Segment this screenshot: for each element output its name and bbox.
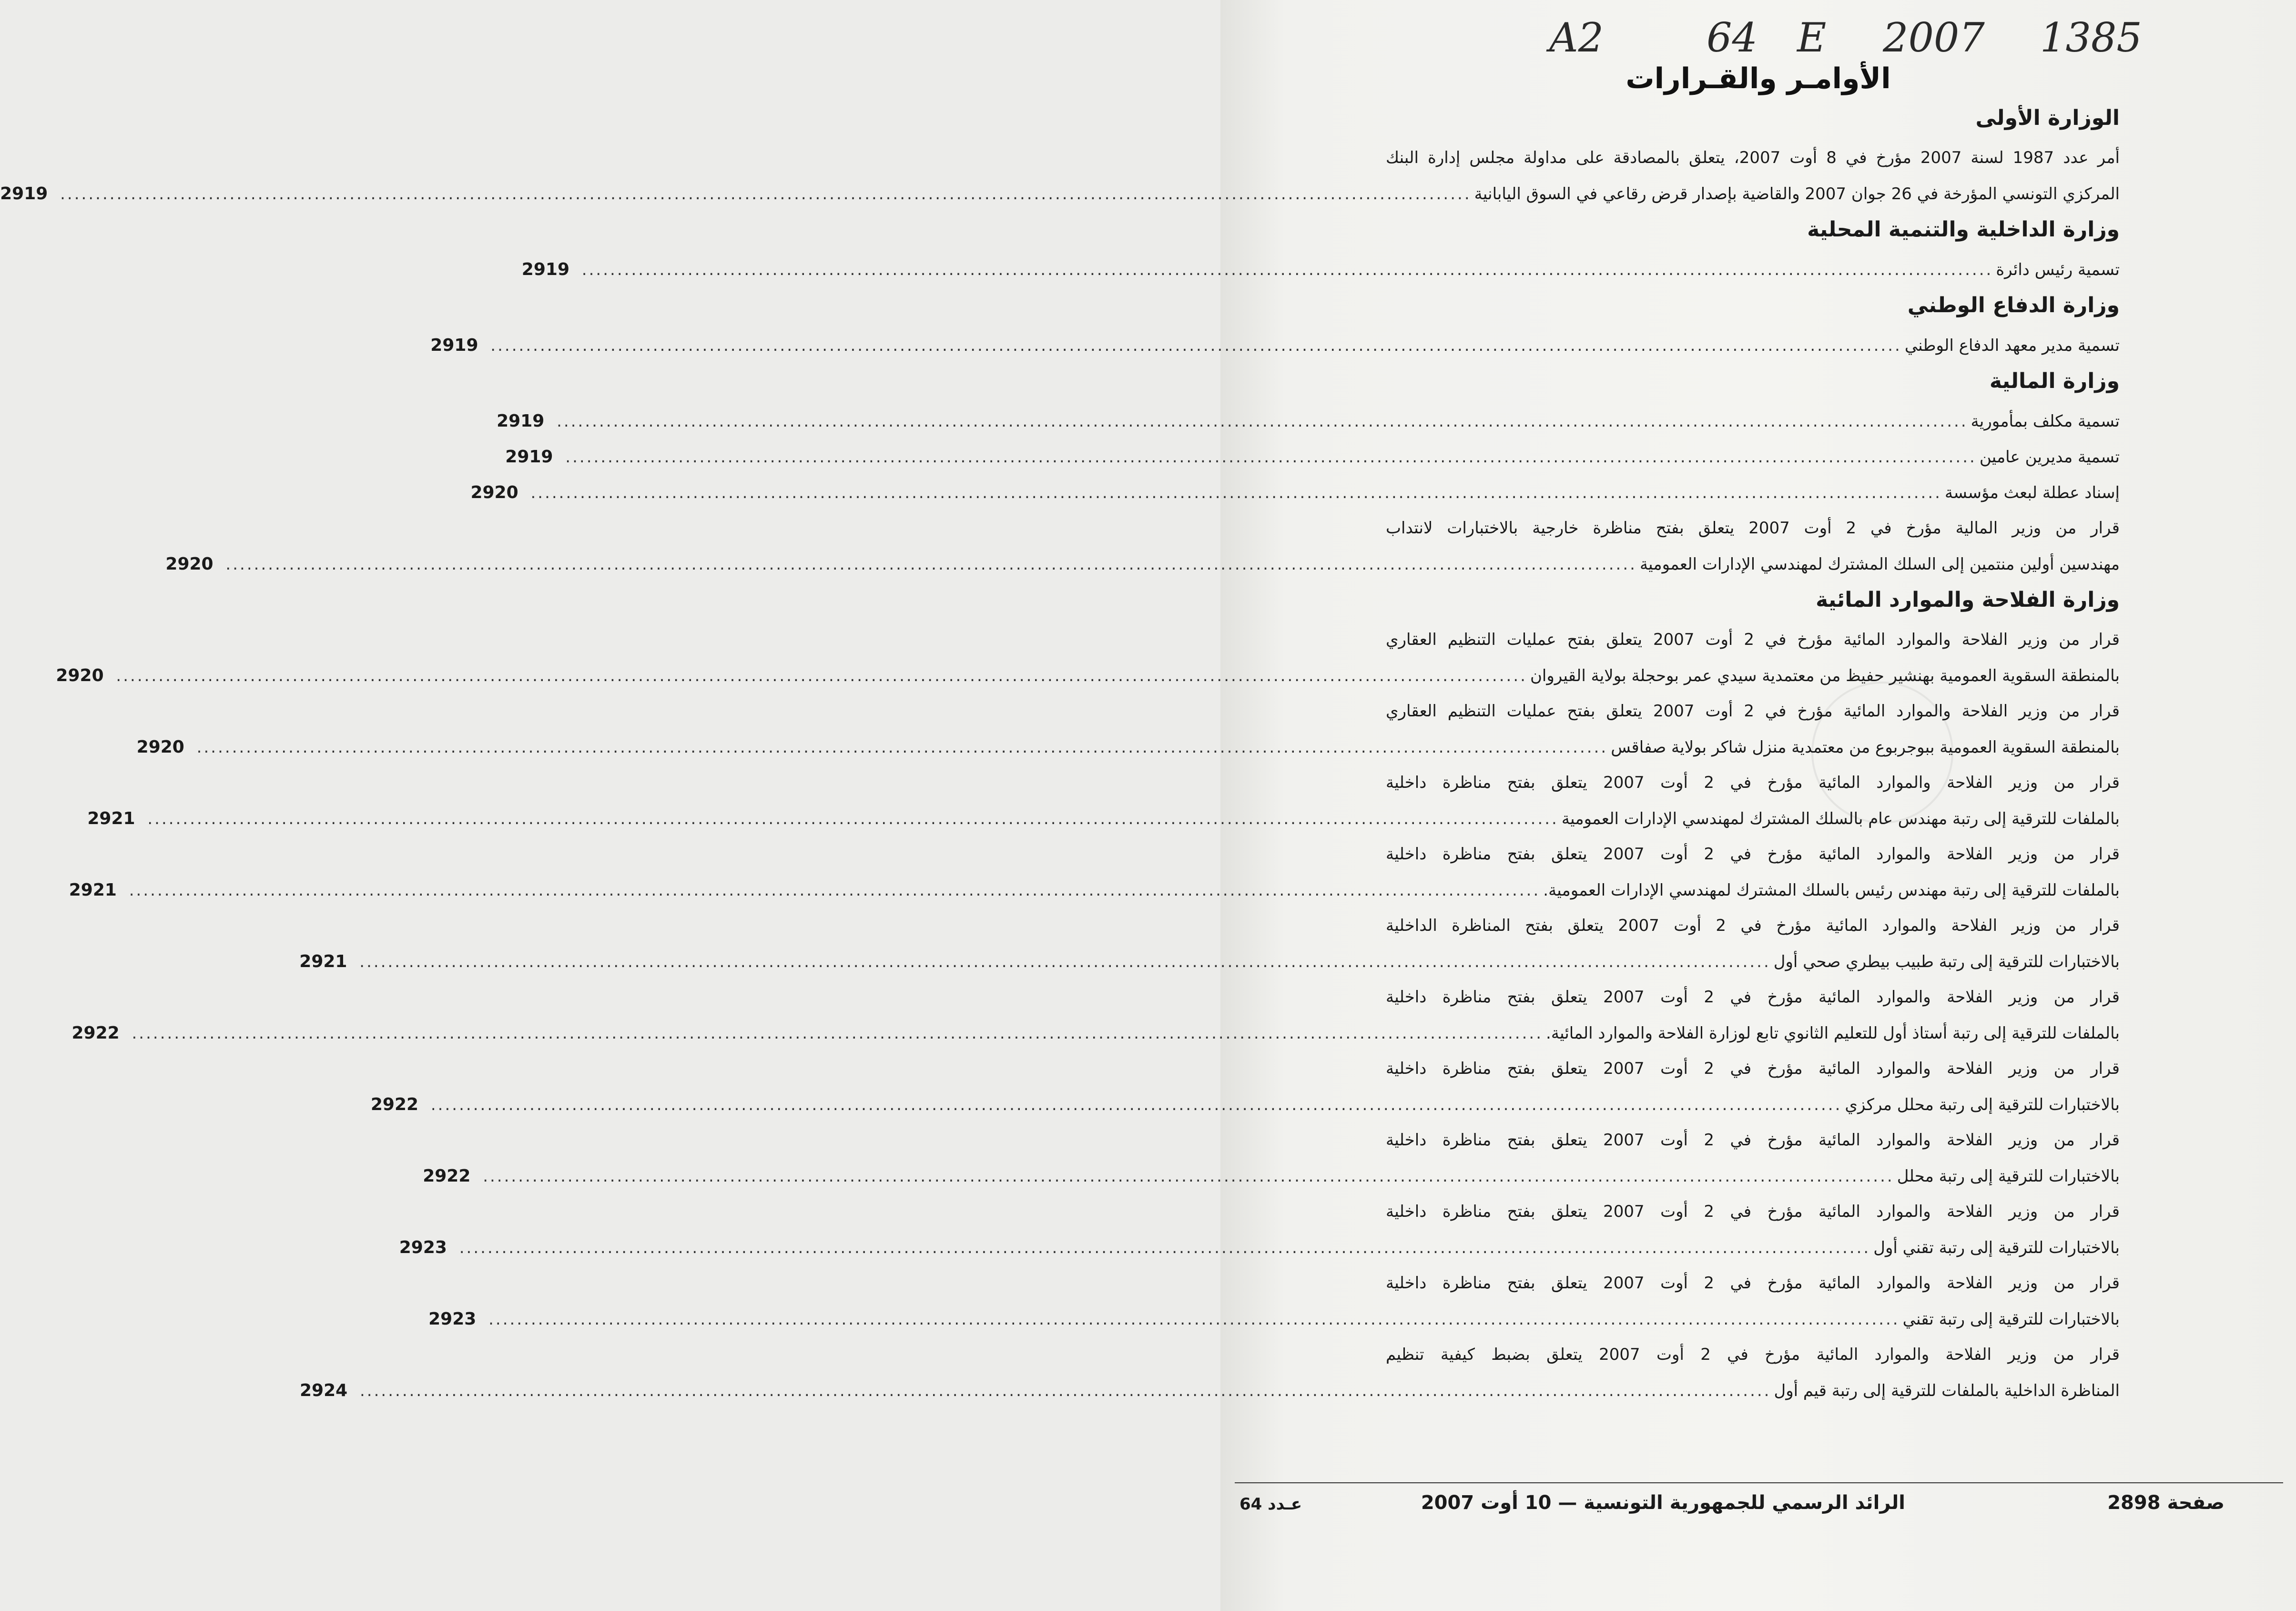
page-footer [1220,1492,2296,1530]
toc-entry [399,1194,2120,1265]
toc-entry-text: إسناد عطلة لبعث مؤسسة [1944,483,2120,502]
toc-entry-text: بالاختبارات للترقية إلى رتبة تقني [1902,1310,2120,1329]
footer-page-number: صفحة 2898 [2107,1492,2225,1514]
toc-entry [71,979,2120,1051]
toc-entry-text: بالملفات للترقية إلى رتبة مهندس رئيس بالسلك المشترك لمهندسي الإدارات العمومية. [1543,881,2120,900]
footer-issue: عـدد 64 [1239,1495,1302,1514]
toc-entry-text: قرار من وزير الفلاحة والموارد المائية مؤرخ في 2 أوت 2007 يتعلق بفتح مناظرة داخلية [1386,773,2120,792]
toc-entry [136,693,2120,765]
dot-leader: ........................................................................................................................................................................................................ [116,666,1527,685]
toc-entry-line [1386,510,2120,546]
toc-entry-line [1386,1337,2120,1373]
handwritten-year: 2007 [1883,14,1985,61]
toc-entry-line [1386,622,2120,658]
dot-leader: ........................................................................................................................................................................................................ [359,1381,1771,1400]
toc-entry [497,403,2120,439]
toc-entry [470,475,2120,510]
toc-page-number: 2921 [69,880,117,900]
toc-entry-text: تسمية رئيس دائرة [1996,260,2120,279]
handwritten-letter: E [1797,14,1827,61]
footer-divider [1235,1482,2283,1483]
toc-entry-text: قرار من وزير الفلاحة والموارد المائية مؤرخ في 2 أوت 2007 يتعلق بفتح مناظرة داخلية [1386,1059,2120,1078]
dot-leader: ........................................................................................................................................................................................................ [60,184,1472,204]
toc-entry-text: قرار من وزير الفلاحة والموارد المائية مؤرخ في 2 أوت 2007 يتعلق بفتح مناظرة داخلية [1386,845,2120,864]
dot-leader: ........................................................................................................................................................................................................ [459,1238,1871,1257]
toc-entry-text: تسمية مديرين عامين [1979,448,2120,467]
toc-page-number: 2919 [430,336,478,355]
toc-entry [370,1051,2120,1122]
dot-leader: ........................................................................................................................................................................................................ [359,952,1771,971]
handwritten-issue: 64 [1707,14,1758,61]
toc-entry [423,1122,2120,1194]
toc-page-number: 2919 [497,411,545,431]
toc-page-number: 2923 [428,1309,477,1329]
dot-leader: ........................................................................................................................................................................................................ [147,809,1559,828]
handwritten-code: A2 [1549,14,1604,61]
toc-page-number: 2919 [505,447,553,467]
toc-entry-line [1386,140,2120,176]
dot-leader: ........................................................................................................................................................................................................ [225,555,1637,574]
toc-entry-final-line [521,252,2120,287]
toc-entry [299,908,2120,979]
footer-publication: الرائد الرسمي للجمهورية التونسية — 10 أوت 2007 [1421,1492,1905,1514]
toc-entry-line [1386,979,2120,1015]
toc-entry-line [1386,765,2120,801]
toc-entry-line [1386,1265,2120,1301]
toc-entry-text: قرار من وزير الفلاحة والموارد المائية مؤرخ في 2 أوت 2007 يتعلق بفتح المناظرة الداخلية [1386,916,2120,935]
dot-leader: ........................................................................................................................................................................................................ [196,738,1608,757]
toc-page-number: 2920 [470,483,518,502]
toc-entry-text: بالمنطقة السقوية العمومية ببوجربوع من معتمدية منزل شاكر بولاية صفاقس [1611,738,2120,757]
toc-page-number: 2921 [299,952,347,971]
toc-entry-final-line [423,1158,2120,1194]
toc-entry [69,836,2120,908]
toc-page-number: 2922 [423,1166,471,1186]
toc-entry-text: بالاختبارات للترقية إلى رتبة تقني أول [1873,1238,2120,1257]
toc-entry-text: بالاختبارات للترقية إلى رتبة محلل [1897,1167,2120,1186]
dot-leader: ........................................................................................................................................................................................................ [565,448,1977,467]
toc-entry-text: بالاختبارات للترقية إلى رتبة طبيب بيطري صحي أول [1773,952,2120,971]
toc-entry-text: بالملفات للترقية إلى رتبة أستاذ أول للتعليم الثانوي تابع لوزارة الفلاحة والموارد المائية. [1546,1024,2120,1043]
dot-leader: ........................................................................................................................................................................................................ [132,1024,1544,1043]
ministry-heading: الوزارة الأولى [1975,106,2120,130]
toc-entry [165,510,2120,582]
handwritten-note [1220,10,2296,62]
toc-entry [505,439,2120,475]
toc-entry [299,1337,2120,1408]
toc-entry [0,140,2120,212]
toc-entry-final-line [56,658,2120,693]
table-of-contents [0,100,2120,1408]
toc-entry-text: المناظرة الداخلية بالملفات للترقية إلى رتبة قيم أول [1774,1381,2120,1400]
toc-entry-final-line [87,801,2120,836]
toc-entry-text: قرار من وزير الفلاحة والموارد المائية مؤرخ في 2 أوت 2007 يتعلق بفتح عمليات التنظيم العقاري [1386,702,2120,721]
toc-entry-final-line [0,176,2120,212]
dot-leader: ........................................................................................................................................................................................................ [581,260,1993,279]
toc-entry-text: قرار من وزير الفلاحة والموارد المائية مؤرخ في 2 أوت 2007 يتعلق بفتح مناظرة داخلية [1386,1274,2120,1293]
toc-entry-text: أمر عدد 1987 لسنة 2007 مؤرخ في 8 أوت 2007، يتعلق بالمصادقة على مداولة مجلس إدارة البنك [1386,148,2120,167]
toc-entry-text: تسمية مدير معهد الدفاع الوطني [1904,336,2120,355]
toc-entry-text: مهندسين أولين منتمين إلى السلك المشترك لمهندسي الإدارات العمومية [1639,555,2120,574]
toc-entry-final-line [71,1015,2120,1051]
ministry-heading: وزارة الفلاحة والموارد المائية [1816,588,2120,612]
toc-page-number: 2921 [87,809,135,828]
toc-page-number: 2920 [165,554,213,574]
toc-entry-text: بالاختبارات للترقية إلى رتبة محلل مركزي [1845,1095,2120,1114]
ministry-heading: وزارة الدفاع الوطني [1907,293,2120,317]
dot-leader: ........................................................................................................................................................................................................ [430,1095,1842,1114]
toc-entry-line [1386,908,2120,944]
toc-entry-text: قرار من وزير المالية مؤرخ في 2 أوت 2007 يتعلق بفتح مناظرة خارجية بالاختبارات لانتداب [1386,519,2120,538]
toc-entry-line [1386,836,2120,872]
toc-page-number: 2924 [299,1381,348,1400]
toc-entry-line [1386,1122,2120,1158]
toc-entry-final-line [497,403,2120,439]
ministry-heading: وزارة المالية [1989,369,2120,393]
toc-entry-text: بالمنطقة السقوية العمومية بهنشير حفيظ من معتمدية سيدي عمر بوحجلة بولاية القيروان [1530,666,2120,685]
toc-entry-final-line [136,729,2120,765]
toc-entry-text: قرار من وزير الفلاحة والموارد المائية مؤرخ في 2 أوت 2007 يتعلق بفتح مناظرة داخلية [1386,988,2120,1007]
toc-entry-final-line [299,1373,2120,1408]
toc-entry-text: المركزي التونسي المؤرخة في 26 جوان 2007 والقاضية بإصدار قرض رقاعي في السوق اليابانية [1474,184,2120,204]
toc-entry-line [1386,693,2120,729]
toc-page-number: 2922 [71,1023,120,1043]
toc-entry-text: قرار من وزير الفلاحة والموارد المائية مؤرخ في 2 أوت 2007 يتعلق بضبط كيفية تنظيم [1386,1345,2120,1364]
toc-page-number: 2920 [56,666,104,685]
toc-entry-final-line [430,327,2120,363]
toc-entry [521,252,2120,287]
toc-entry-final-line [69,872,2120,908]
toc-entry-text: قرار من وزير الفلاحة والموارد المائية مؤرخ في 2 أوت 2007 يتعلق بفتح مناظرة داخلية [1386,1131,2120,1150]
toc-page-number: 2919 [521,260,569,279]
dot-leader: ........................................................................................................................................................................................................ [483,1167,1894,1186]
toc-entry-final-line [470,475,2120,510]
page-title: الأوامـر والقـرارات [1625,62,1891,95]
dot-leader: ........................................................................................................................................................................................................ [490,336,1902,355]
toc-entry-text: بالملفات للترقية إلى رتبة مهندس عام بالسلك المشترك لمهندسي الإدارات العمومية [1561,809,2120,828]
toc-entry [430,327,2120,363]
ministry-heading: وزارة الداخلية والتنمية المحلية [1807,217,2120,242]
toc-entry-final-line [165,546,2120,582]
toc-entry-line [1386,1051,2120,1087]
toc-entry-line [1386,1194,2120,1230]
dot-leader: ........................................................................................................................................................................................................ [557,412,1968,431]
toc-entry [56,622,2120,693]
toc-entry-final-line [299,944,2120,979]
dot-leader: ........................................................................................................................................................................................................ [129,881,1541,900]
dot-leader: ........................................................................................................................................................................................................ [488,1310,1900,1329]
toc-page-number: 2920 [136,737,184,757]
toc-entry-text: قرار من وزير الفلاحة والموارد المائية مؤرخ في 2 أوت 2007 يتعلق بفتح مناظرة داخلية [1386,1202,2120,1221]
toc-entry-final-line [428,1301,2120,1337]
handwritten-number: 1385 [2040,14,2142,61]
toc-entry [428,1265,2120,1337]
toc-entry-text: قرار من وزير الفلاحة والموارد المائية مؤرخ في 2 أوت 2007 يتعلق بفتح عمليات التنظيم العقاري [1386,630,2120,649]
toc-entry-final-line [505,439,2120,475]
toc-entry-final-line [399,1230,2120,1265]
toc-page-number: 2923 [399,1238,447,1257]
toc-page-number: 2922 [370,1095,419,1114]
toc-entry-final-line [370,1087,2120,1122]
toc-entry-text: تسمية مكلف بمأمورية [1971,412,2120,431]
dot-leader: ........................................................................................................................................................................................................ [530,483,1942,502]
toc-entry [87,765,2120,836]
toc-page-number: 2919 [0,184,48,204]
